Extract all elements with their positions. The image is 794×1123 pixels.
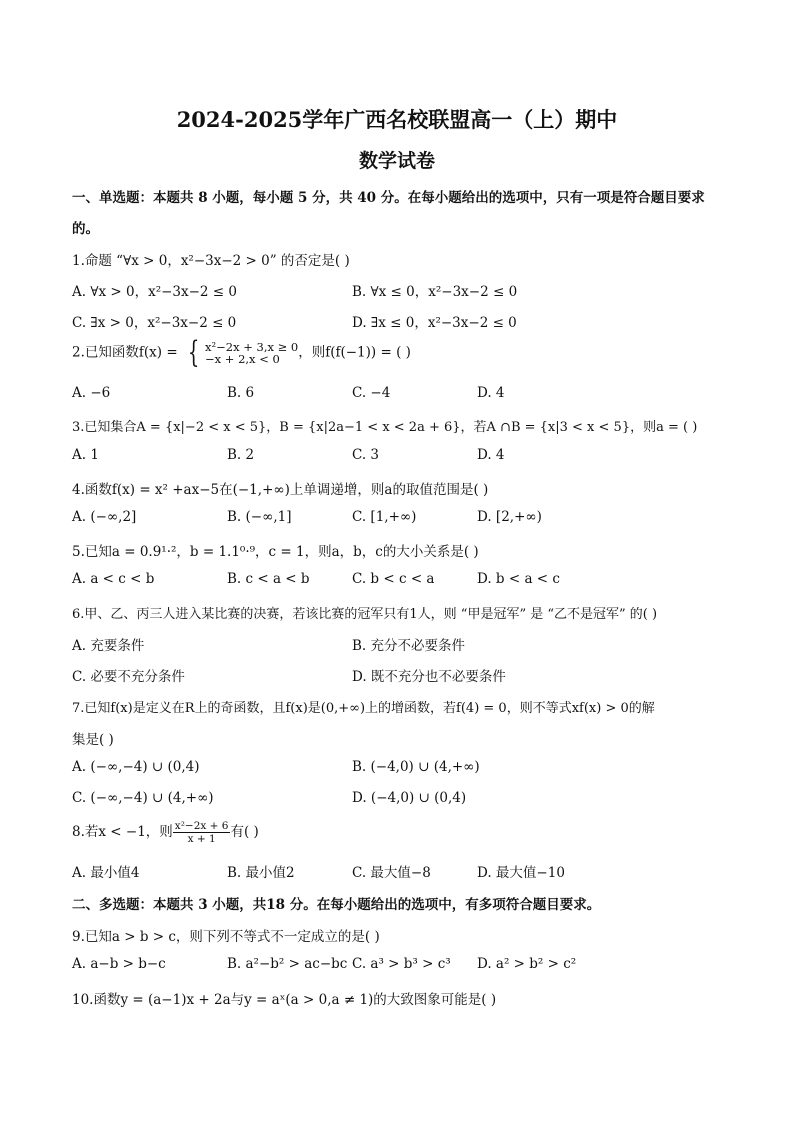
q2-suffix: ，则f(f(−1)) = ( ) (298, 344, 411, 361)
q7-option-c: C. (−∞,−4) ∪ (4,+∞) (72, 790, 214, 806)
q10-stem: 10.函数y = (a−1)x + 2a与y = aˣ(a > 0,a ≠ 1)的大致图象可能是( ) (72, 992, 497, 1008)
section1-heading-cont: 的。 (72, 221, 99, 237)
q2-case1: x²−2x + 3,x ≥ 0 (205, 340, 299, 354)
q9-option-b: B. a²−b² > ac−bc (227, 956, 348, 972)
q2-option-b: B. 6 (227, 385, 255, 401)
q3-option-d: D. 4 (477, 447, 505, 463)
q2-cases (205, 341, 298, 365)
q9-option-a: A. a−b > b−c (72, 956, 166, 972)
exam-subtitle: 数学试卷 (358, 150, 435, 172)
q8-option-c: C. 最大值−8 (352, 865, 431, 881)
q8-numerator: x²−2x + 6 (174, 820, 229, 832)
q7-stem: 7.已知f(x)是定义在R上的奇函数，且f(x)是(0,+∞)上的增函数，若f(4) = 0，则不等式xf(x) > 0的解 (72, 701, 655, 716)
q9-option-c: C. a³ > b³ > c³ (352, 956, 451, 972)
q4-option-b: B. (−∞,1] (227, 509, 292, 525)
q2-prefix: 2.已知函数f(x) = (72, 344, 182, 361)
q9-stem: 9.已知a > b > c，则下列不等式不一定成立的是( ) (72, 929, 380, 945)
q8-fraction (173, 820, 231, 845)
q2-stem (72, 335, 411, 370)
q3-option-c: C. 3 (352, 447, 380, 463)
section1-heading: 一、单选题：本题共 8 小题，每小题 5 分，共 40 分。在每小题给出的选项中，只有一项是符合题目要求 (72, 190, 705, 206)
q1-option-d: D. ∃x ≤ 0，x²−3x−2 ≤ 0 (352, 315, 517, 331)
q1-option-c: C. ∃x > 0，x²−3x−2 ≤ 0 (72, 315, 237, 331)
q2-option-c: C. −4 (352, 385, 391, 401)
q5-option-a: A. a < c < b (72, 571, 155, 587)
q6-stem: 6.甲、乙、丙三人进入某比赛的决赛，若该比赛的冠军只有1人，则 “甲是冠军” 是 “乙不是冠军” 的( ) (72, 607, 658, 622)
q5-option-d: D. b < a < c (477, 571, 560, 587)
section2-heading: 二、多选题：本题共 3 小题，共18 分。在每小题给出的选项中，有多项符合题目要求。 (72, 897, 601, 913)
q2-case2: −x + 2,x < 0 (205, 352, 280, 366)
q9-option-d: D. a² > b² > c² (477, 956, 577, 972)
q1-option-a: A. ∀x > 0，x²−3x−2 ≤ 0 (72, 284, 237, 300)
q3-option-a: A. 1 (72, 447, 99, 463)
q1-option-b: B. ∀x ≤ 0，x²−3x−2 ≤ 0 (352, 284, 518, 300)
q4-option-a: A. (−∞,2] (72, 509, 137, 525)
q4-option-c: C. [1,+∞) (352, 509, 417, 525)
q8-stem (72, 820, 259, 845)
q8-denominator: x + 1 (187, 833, 216, 845)
q7-option-d: D. (−4,0) ∪ (0,4) (352, 790, 467, 806)
q8-option-d: D. 最大值−10 (477, 865, 565, 881)
q7-option-b: B. (−4,0) ∪ (4,+∞) (352, 759, 480, 775)
q8-option-b: B. 最小值2 (227, 865, 295, 881)
q6-option-c: C. 必要不充分条件 (72, 669, 185, 685)
q5-stem: 5.已知a = 0.9¹·²，b = 1.1⁰·⁹，c = 1，则a，b，c的大小关系是( ) (72, 544, 479, 560)
q8-option-a: A. 最小值4 (72, 865, 140, 881)
q7-option-a: A. (−∞,−4) ∪ (0,4) (72, 759, 200, 775)
q6-option-d: D. 既不充分也不必要条件 (352, 669, 506, 685)
q3-stem: 3.已知集合A = {x|−2 < x < 5}，B = {x|2a−1 < x < 2a + 6}，若A ∩B = {x|3 < x < 5}，则a = ( ) (72, 420, 698, 435)
q6-option-b: B. 充分不必要条件 (352, 638, 466, 654)
q1-stem: 1.命题 “∀x > 0，x²−3x−2 > 0” 的否定是( ) (72, 253, 350, 269)
q5-option-c: C. b < c < a (352, 571, 435, 587)
q3-option-b: B. 2 (227, 447, 255, 463)
piecewise-brace: { (187, 335, 200, 370)
q8-suffix: 有( ) (230, 824, 259, 840)
q7-stem-cont: 集是( ) (72, 732, 114, 748)
q2-option-d: D. 4 (477, 385, 505, 401)
q4-stem: 4.函数f(x) = x² +ax−5在(−1,+∞)上单调递增，则a的取值范围是( ) (72, 482, 489, 498)
q4-option-d: D. [2,+∞) (477, 509, 542, 525)
q6-option-a: A. 充要条件 (72, 638, 145, 654)
exam-title: 2024-2025学年广西名校联盟高一（上）期中 (176, 107, 618, 132)
q8-prefix: 8.若x < −1，则 (72, 824, 173, 840)
q2-option-a: A. −6 (72, 385, 111, 401)
q5-option-b: B. c < a < b (227, 571, 310, 587)
